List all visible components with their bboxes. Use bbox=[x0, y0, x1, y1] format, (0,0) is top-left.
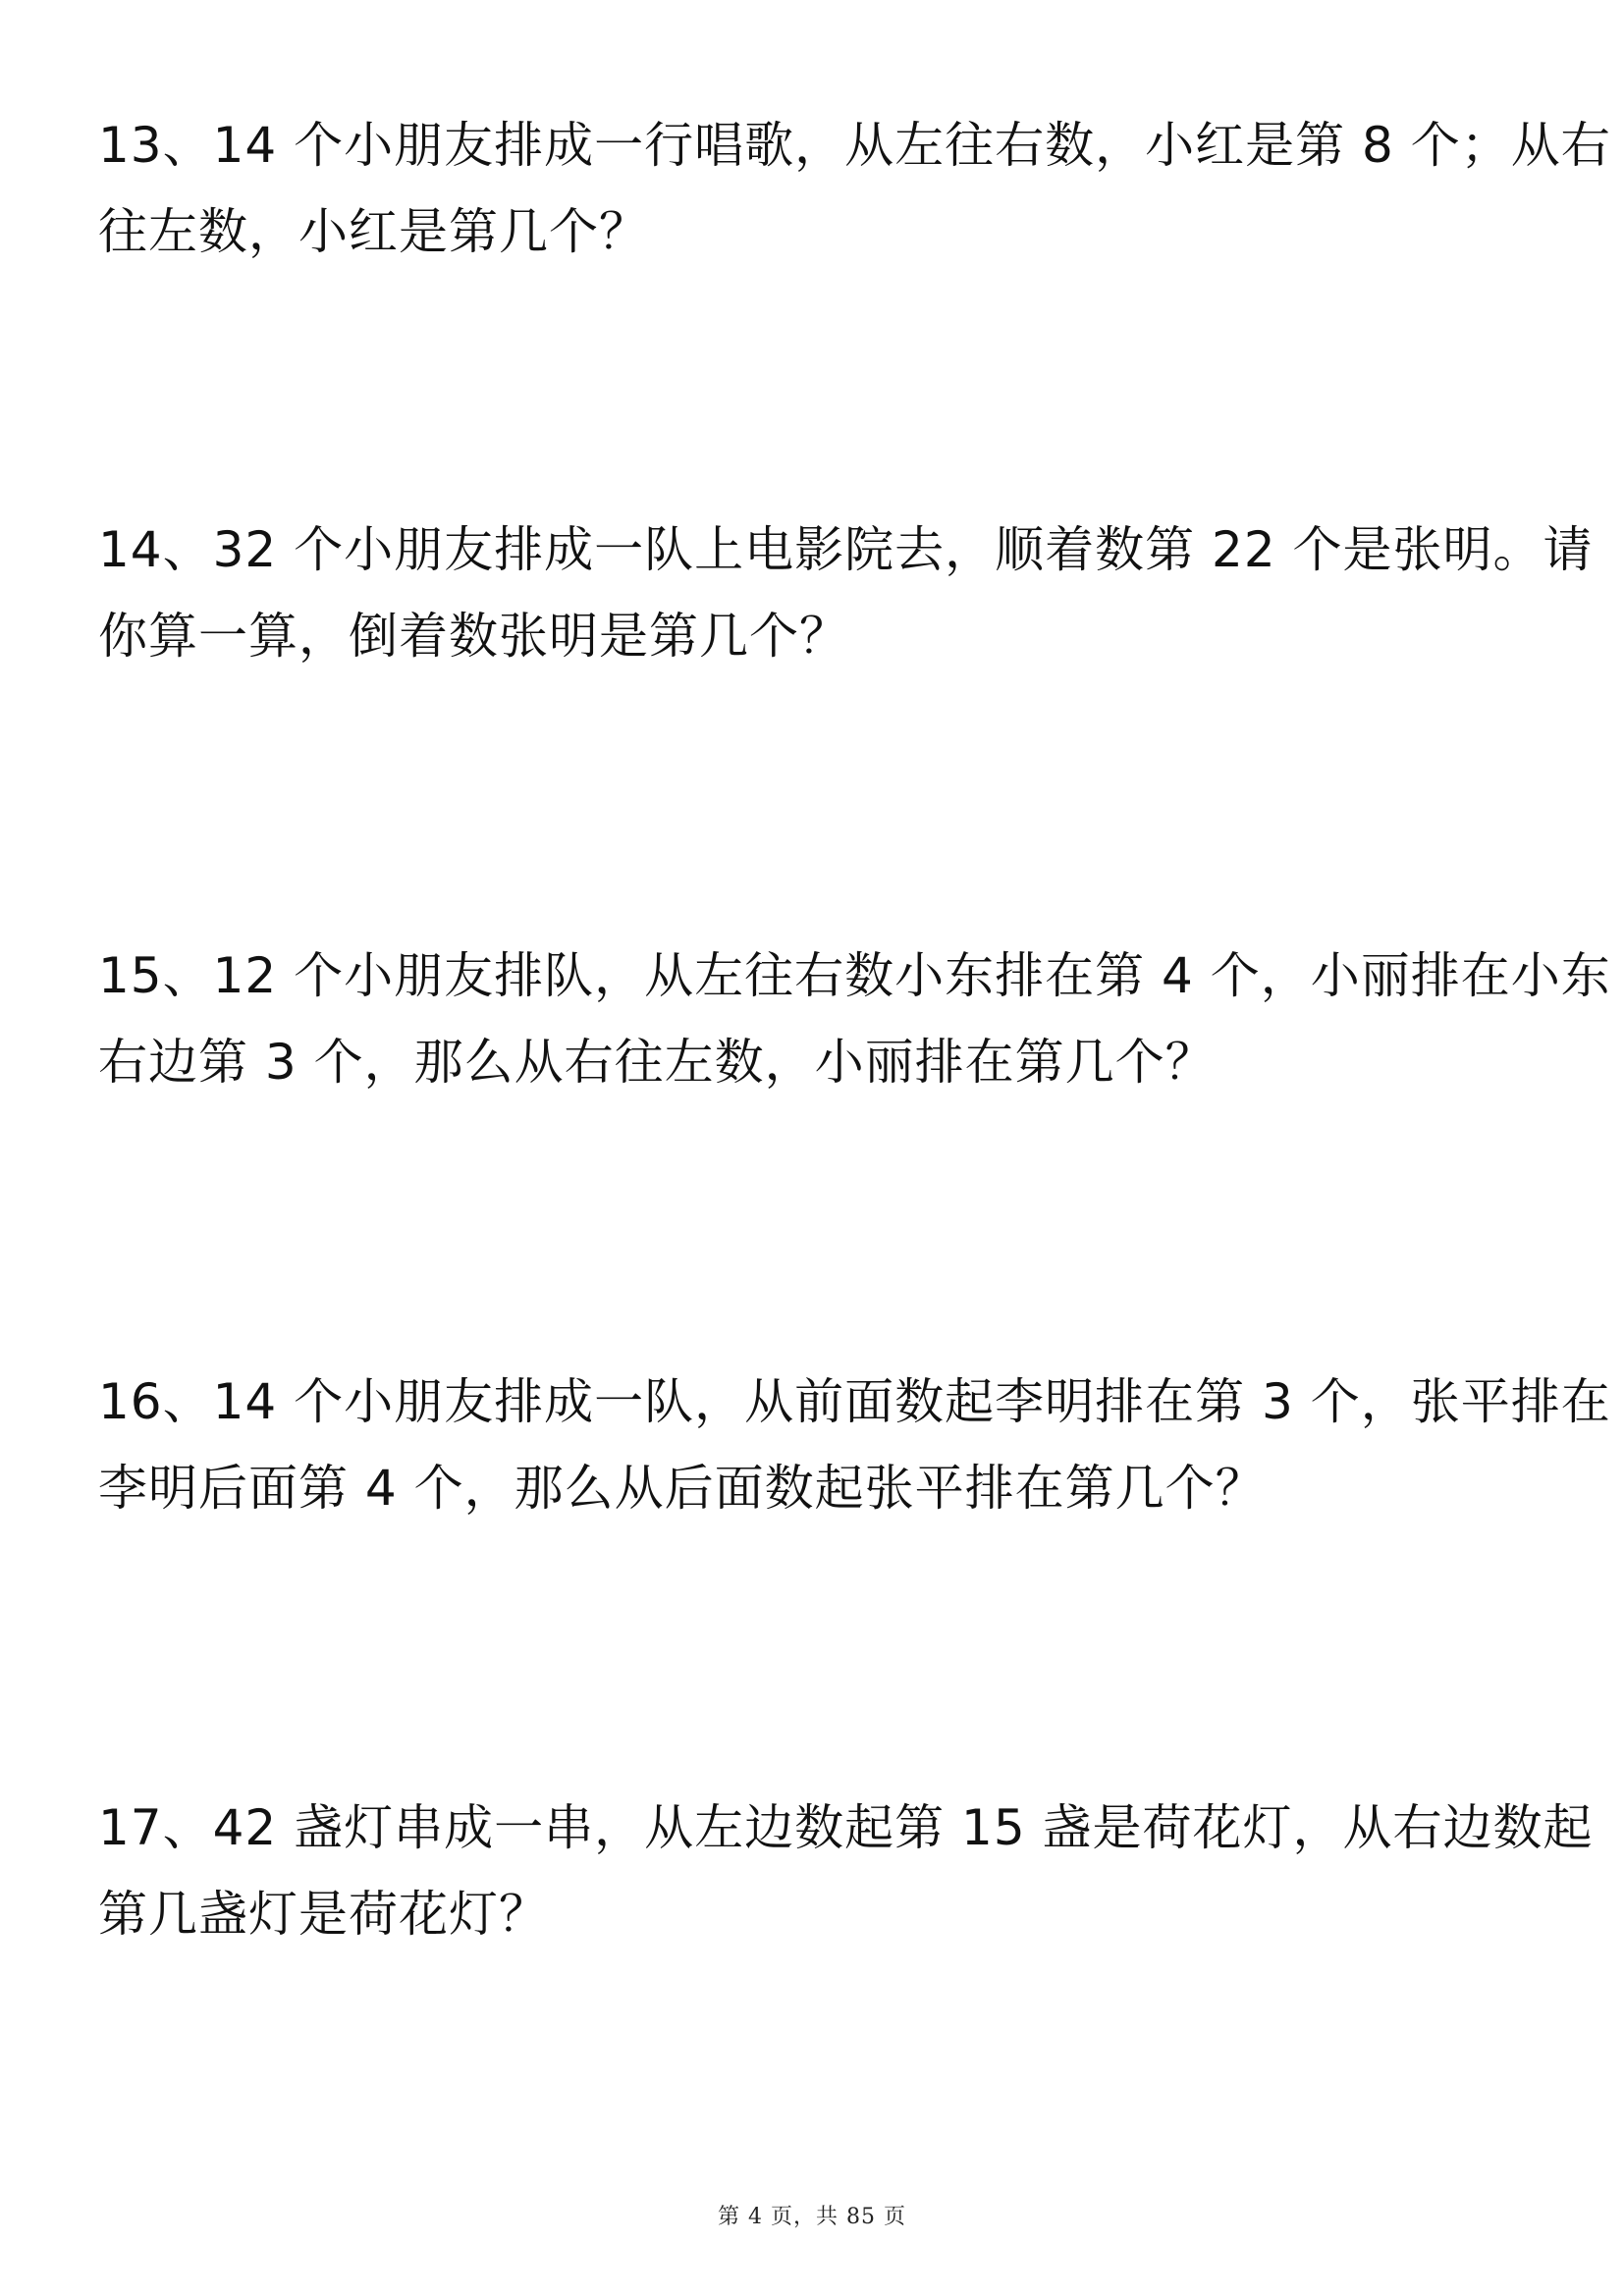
question-16 bbox=[98, 1359, 1611, 1531]
question-15 bbox=[98, 933, 1611, 1105]
question-14 bbox=[98, 507, 1594, 679]
question-17-line-1: 17、42 盏灯串成一串，从左边数起第 15 盏是荷花灯，从右边数起 bbox=[98, 1799, 1594, 1856]
question-13-line-1: 13、14 个小朋友排成一行唱歌，从左往右数，小红是第 8 个；从右 bbox=[98, 117, 1611, 174]
question-15-line-1: 15、12 个小朋友排队，从左往右数小东排在第 4 个，小丽排在小东 bbox=[98, 947, 1611, 1004]
question-13-line-2: 往左数，小红是第几个？ bbox=[98, 203, 649, 260]
question-14-line-2: 你算一算，倒着数张明是第几个？ bbox=[98, 608, 849, 665]
question-16-line-2: 李明后面第 4 个，那么从后面数起张平排在第几个？ bbox=[98, 1460, 1266, 1517]
question-17-line-2: 第几盏灯是荷花灯？ bbox=[98, 1886, 549, 1943]
question-15-line-2: 右边第 3 个，那么从右往左数，小丽排在第几个？ bbox=[98, 1034, 1216, 1091]
question-14-line-1: 14、32 个小朋友排成一队上电影院去，顺着数第 22 个是张明。请 bbox=[98, 521, 1594, 578]
question-13 bbox=[98, 102, 1611, 275]
question-17 bbox=[98, 1785, 1594, 1957]
page-number-footer: 第 4 页，共 85 页 bbox=[718, 2205, 906, 2229]
question-16-line-1: 16、14 个小朋友排成一队，从前面数起李明排在第 3 个，张平排在 bbox=[98, 1373, 1611, 1430]
